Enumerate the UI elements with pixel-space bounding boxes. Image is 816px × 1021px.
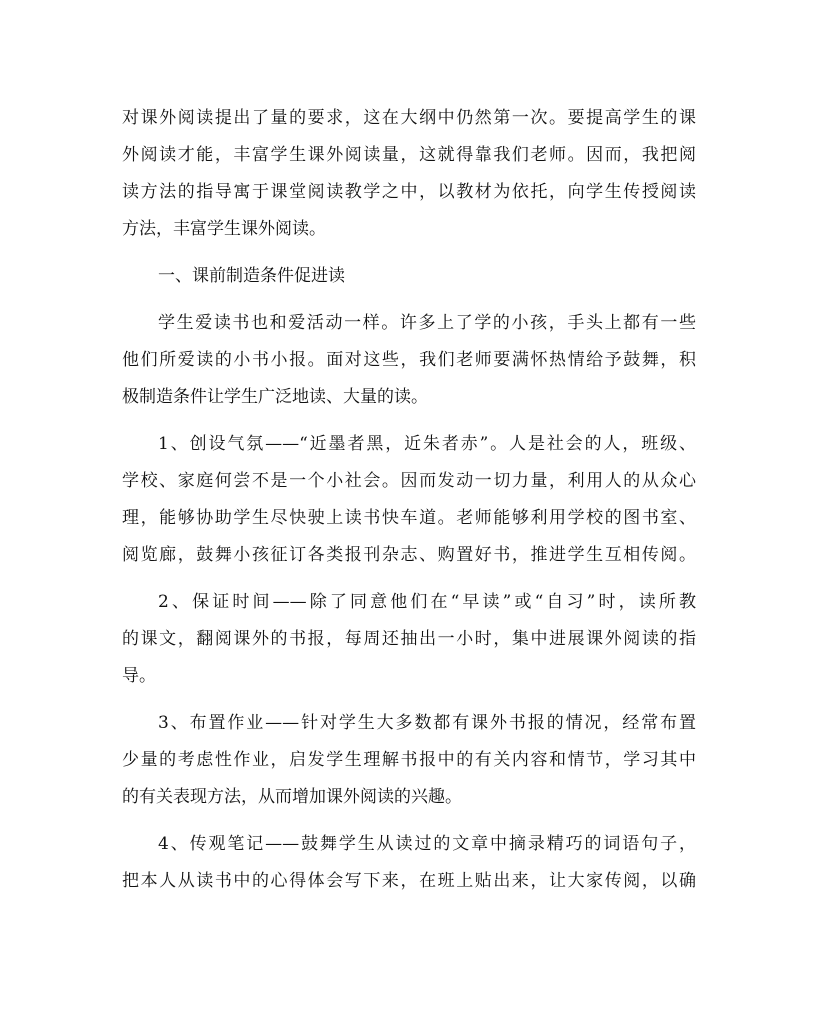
text-line: 1、创设气氛——“近墨者黑，近朱者赤”。人是社会的人，班级、 bbox=[158, 434, 696, 454]
text-line: 极制造条件让学生广泛地读、大量的读。 bbox=[122, 387, 428, 407]
section-heading bbox=[122, 258, 696, 295]
text-line: 他们所爱读的小书小报。面对这些，我们老师要满怀热情给予鼓舞，积 bbox=[122, 350, 696, 370]
text-line: 学校、家庭何尝不是一个小社会。因而发动一切力量，利用人的从众心 bbox=[122, 471, 696, 491]
text-line: 的课文，翻阅课外的书报，每周还抽出一小时，集中进展课外阅读的指 bbox=[122, 629, 696, 649]
document-body bbox=[122, 100, 696, 910]
text-line: 对课外阅读提出了量的要求，这在大纲中仍然第一次。要提高学生的课 bbox=[122, 108, 696, 128]
paragraph-item-4 bbox=[122, 826, 696, 900]
paragraph-item-1 bbox=[122, 426, 696, 574]
text-line: 理，能够协助学生尽快驶上读书快车道。老师能够利用学校的图书室、 bbox=[122, 508, 696, 528]
text-line: 把本人从读书中的心得体会写下来，在班上贴出来，让大家传阅，以确 bbox=[122, 871, 696, 891]
paragraph-intro bbox=[122, 100, 696, 248]
text-line: 4、传观笔记——鼓舞学生从读过的文章中摘录精巧的词语句子， bbox=[158, 834, 696, 854]
text-line: 导。 bbox=[122, 666, 156, 686]
heading-text: 一、课前制造条件促进读 bbox=[158, 266, 345, 286]
paragraph-item-2 bbox=[122, 584, 696, 695]
text-line: 3、布置作业——针对学生大多数都有课外书报的情况，经常布置 bbox=[158, 713, 696, 733]
text-line: 少量的考虑性作业，启发学生理解书报中的有关内容和情节，学习其中 bbox=[122, 750, 696, 770]
text-line: 读方法的指导寓于课堂阅读教学之中，以教材为依托，向学生传授阅读 bbox=[122, 182, 696, 202]
text-line: 方法，丰富学生课外阅读。 bbox=[122, 219, 326, 239]
paragraph-section-intro bbox=[122, 305, 696, 416]
text-line: 学生爱读书也和爱活动一样。许多上了学的小孩，手头上都有一些 bbox=[158, 313, 696, 333]
text-line: 阅览廊，鼓舞小孩征订各类报刊杂志、购置好书，推进学生互相传阅。 bbox=[122, 545, 696, 565]
text-line: 2、保证时间——除了同意他们在“早读”或“自习”时，读所教 bbox=[158, 592, 696, 612]
text-line: 的有关表现方法，从而增加课外阅读的兴趣。 bbox=[122, 787, 462, 807]
paragraph-item-3 bbox=[122, 705, 696, 816]
text-line: 外阅读才能，丰富学生课外阅读量，这就得靠我们老师。因而，我把阅 bbox=[122, 145, 696, 165]
